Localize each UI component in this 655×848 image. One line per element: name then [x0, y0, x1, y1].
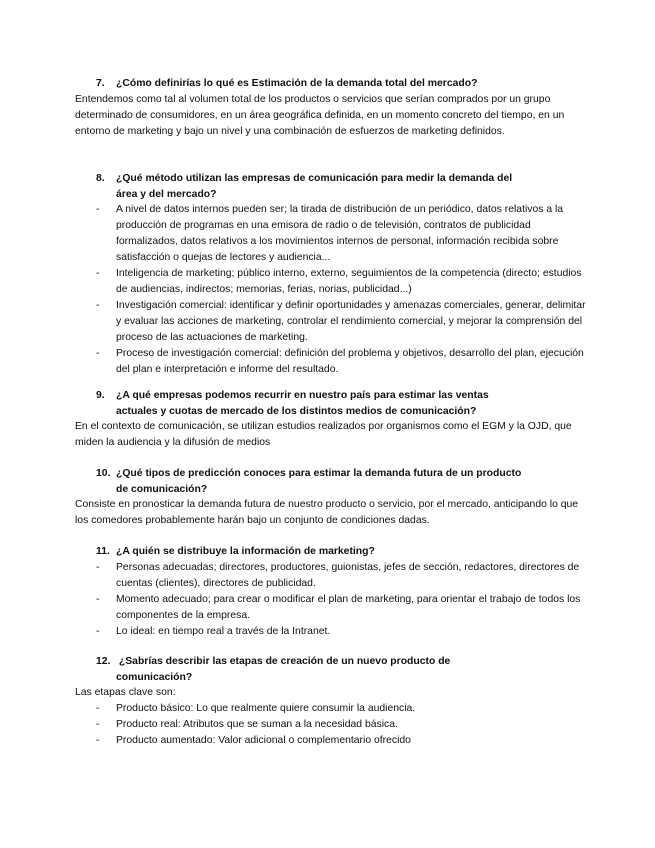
question-title: ¿Sabrías describir las etapas de creación de un nuevo producto de	[116, 656, 451, 667]
question-title: ¿A qué empresas podemos recurrir en nuestro país para estimar las ventas	[116, 390, 489, 401]
question-number: 9.	[96, 390, 105, 401]
question-title-cont: comunicación?	[116, 672, 193, 683]
question-11-heading	[96, 544, 586, 560]
answer-12-intro: Las etapas clave son:	[75, 687, 176, 698]
question-number: 11.	[96, 546, 110, 557]
list-item: - Inteligencia de marketing; público interno, externo, seguimientos de la competencia (directo; estudios de audiencias, indirectos; memorias, ferias, norias, publicidad...)	[96, 266, 586, 298]
question-title: ¿A quién se distribuye la información de marketing?	[116, 546, 375, 557]
question-title: ¿Qué tipos de predicción conoces para estimar la demanda futura de un producto	[116, 468, 522, 479]
question-number: 8.	[96, 173, 105, 184]
question-title-cont: de comunicación?	[116, 484, 208, 495]
answer-9: En el contexto de comunicación, se utilizan estudios realizados por organismos como el EGM y la OJD, que miden la audiencia y la difusión de medios	[75, 421, 572, 448]
list-item: - Investigación comercial: identificar y definir oportunidades y amenazas comerciales, generar, delimitar y evaluar las acciones de marketing, controlar el rendimiento comercial, y mejorar la comprensión del proceso de las actuaciones de marketing.	[96, 298, 586, 346]
list-item: - Producto aumentado: Valor adicional o complementario ofrecido	[96, 733, 586, 749]
question-number: 10.	[96, 468, 111, 479]
question-8-heading	[96, 171, 586, 203]
list-item: - Personas adecuadas; directores, productores, guionistas, jefes de sección, redactores, directores de cuentas (clientes), directores de publicidad.	[96, 560, 586, 592]
question-number: 12.	[96, 656, 111, 667]
list-item: - Producto real: Atributos que se suman a la necesidad básica.	[96, 717, 586, 733]
answer-7: Entendemos como tal al volumen total de los productos o servicios que serían comprados por un grupo determinado de consumidores, en un área geográfica definida, en un momento concreto del tiempo, en un entorno de marketing y bajo un nivel y una combinación de esfuerzos de marketing definidos.	[75, 94, 565, 137]
list-item: - A nivel de datos internos pueden ser; la tirada de distribución de un periódico, datos relativos a la producción de programas en una emisora de radio o de televisión, contratos de publicidad formalizados, datos relativos a los movimientos internos de personal, información recibida sobre satisfacción o quejas de lectores y audiencia...	[96, 202, 586, 266]
answer-10: Consiste en pronosticar la demanda futura de nuestro producto o servicio, por el mercado, anticipando lo que los comedores probablemente harán bajo un conjunto de condiciones dadas.	[75, 499, 579, 526]
list-item: - Proceso de investigación comercial: definición del problema y objetivos, desarrollo del plan, ejecución del plan e interpretación e informe del resultado.	[96, 346, 586, 378]
question-title-cont: actuales y cuotas de mercado de los distintos medios de comunicación?	[116, 406, 477, 417]
question-12-heading	[96, 654, 586, 686]
question-number: 7.	[96, 78, 105, 89]
list-item: - Momento adecuado; para crear o modificar el plan de marketing, para orientar el trabajo de todos los componentes de la empresa.	[96, 592, 586, 624]
answer-11-list	[96, 560, 586, 640]
question-10-heading	[96, 466, 586, 498]
answer-8-list	[96, 202, 586, 378]
list-item: - Producto básico: Lo que realmente quiere consumir la audiencia.	[96, 701, 586, 717]
question-7-heading	[96, 76, 586, 92]
question-title: ¿Qué método utilizan las empresas de comunicación para medir la demanda del	[116, 173, 513, 184]
list-item: - Lo ideal: en tiempo real a través de la Intranet.	[96, 624, 586, 640]
question-9-heading	[96, 388, 586, 420]
answer-12-list	[96, 701, 586, 749]
question-title: ¿Cómo definirías lo qué es Estimación de la demanda total del mercado?	[116, 78, 478, 89]
question-title-cont: área y del mercado?	[116, 189, 217, 200]
